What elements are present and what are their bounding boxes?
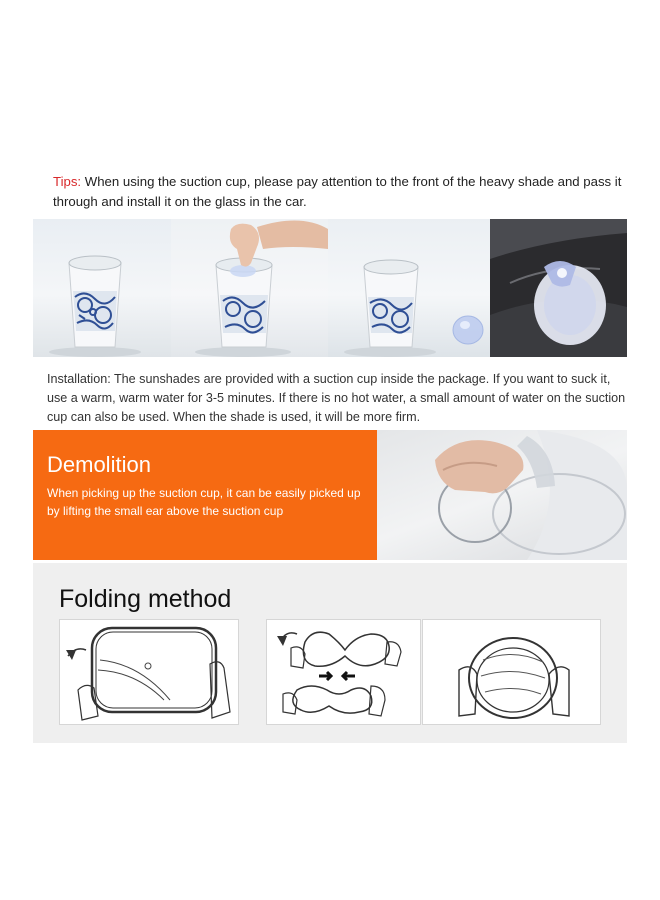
- tips-text: When using the suction cup, please pay attention to the front of the heavy shade and pass it through and install it on the glass in the car.: [53, 174, 622, 209]
- photo-hand-dipping-suction-cup: [171, 219, 328, 357]
- photo-suction-cup-on-car-glass: [490, 219, 627, 357]
- folding-step-2-illustration: [266, 619, 421, 725]
- tips-label: Tips:: [53, 174, 82, 189]
- demolition-title: Demolition: [47, 452, 151, 477]
- photo-cup-with-water: [33, 219, 171, 357]
- tips-paragraph: [53, 172, 623, 212]
- folding-step-3-illustration: [422, 619, 601, 725]
- folding-method-title: Folding method: [59, 585, 232, 613]
- folding-method-panel: [33, 563, 627, 743]
- photo-cup-and-wet-suction-cup: [328, 219, 490, 357]
- photo-lifting-suction-cup-ear: [377, 430, 627, 560]
- installation-paragraph: Installation: The sunshades are provided with a suction cup inside the package. If you want to suck it, use a warm, warm water for 3-5 minutes. If there is no hot water, a small amount of water on the suction cup can also be used. When the shade is used, it will be more firm.: [47, 372, 626, 424]
- demolition-text: When picking up the suction cup, it can be easily picked up by lifting the small ear above the suction cup: [47, 486, 361, 518]
- demolition-panel: [33, 430, 377, 560]
- folding-step-1-illustration: [59, 619, 239, 725]
